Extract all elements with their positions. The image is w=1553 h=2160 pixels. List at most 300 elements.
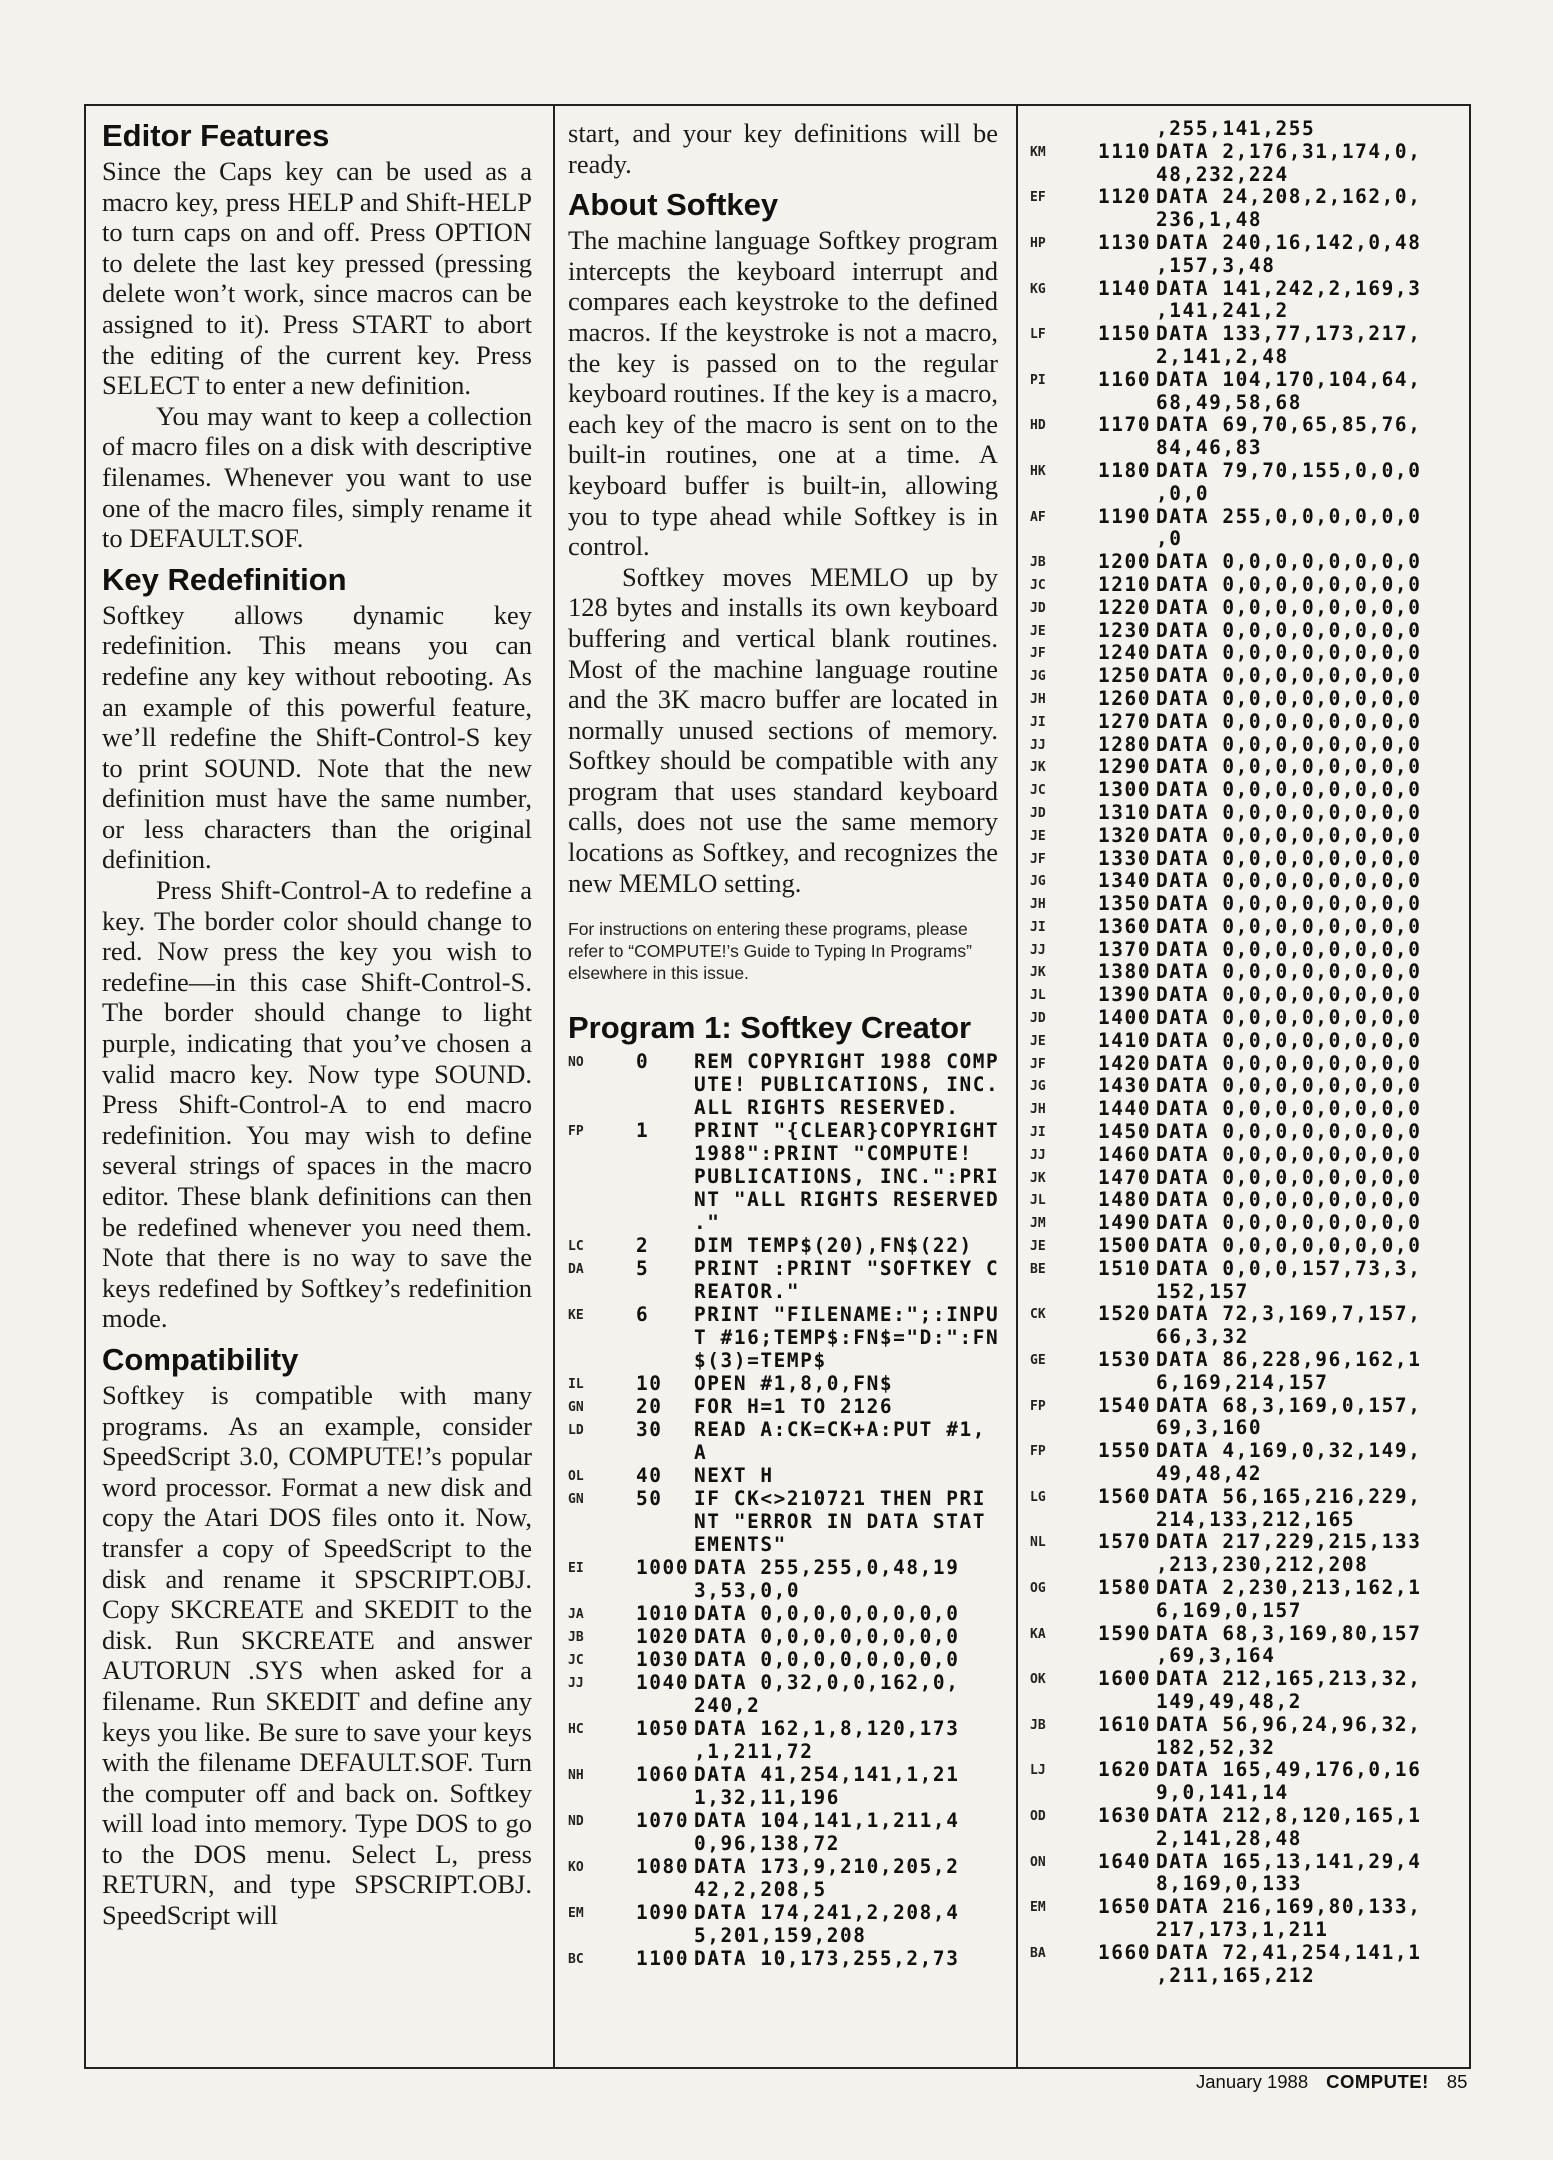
checksum-code: JE [1030, 1033, 1046, 1049]
code-line [1030, 756, 1470, 779]
checksum-code: JF [1030, 1056, 1046, 1072]
checksum-code: GE [1030, 1353, 1046, 1369]
line-number: 1640 [1098, 1849, 1152, 1873]
line-number: 1330 [1098, 846, 1152, 870]
line-number: 1380 [1098, 960, 1152, 984]
code-line [1030, 232, 1470, 278]
code-line [568, 1671, 998, 1717]
line-number: 1660 [1098, 1940, 1152, 1964]
checksum-code: KG [1030, 281, 1046, 297]
code-text: 182,52,32 [1156, 1735, 1276, 1759]
line-number: 1020 [636, 1625, 690, 1649]
column-rule [1016, 106, 1018, 2067]
checksum-code: KO [568, 1860, 584, 1876]
code-text: REM COPYRIGHT 1988 COMP [694, 1050, 1000, 1074]
body-paragraph: Softkey is compatible with many programs. As an example, consider SpeedScript 3.0, COMPUTE!’s popular word processor. Format a new disk and copy the Atari DOS files onto it. Now, transfer a copy of SpeedScript to the disk and rename it SPSCRIPT.OBJ. Copy SKCREATE and SKEDIT to the disk. Run SKCREATE and answer AUTORUN .SYS when asked for a filename. Run SKEDIT and define any keys you like. Be sure to save your keys with the filename DEFAULT.SOF. Turn the computer off and back on. Softkey will load into memory. Type DOS to go to the DOS menu. Select L, press RETURN, and type SPSCRIPT.OBJ. SpeedScript will [102, 1379, 532, 1931]
line-number: 1170 [1098, 413, 1152, 437]
checksum-code: OD [1030, 1808, 1046, 1824]
code-line [568, 1395, 998, 1418]
body-paragraph: Softkey moves MEMLO up by 128 bytes and installs its own keyboard buffering and vertical blank routines. Most of the machine language routine and the 3K macro buffer are located in normally unused sections of memory. Softkey should be compatible with any program that uses standard keyboard calls, does not use the same memory locations as Softkey, and recognizes the new MEMLO setting. [568, 561, 998, 898]
code-text: DATA 165,49,176,0,16 [1156, 1758, 1422, 1782]
line-number: 1080 [636, 1855, 690, 1879]
code-text: DATA 0,0,0,0,0,0,0,0 [1156, 1142, 1422, 1166]
checksum-code: NL [1030, 1535, 1046, 1551]
code-text: NT "ERROR IN DATA STAT [694, 1510, 987, 1534]
code-text: 66,3,32 [1156, 1325, 1249, 1349]
code-text: IF CK<>210721 THEN PRI [694, 1487, 987, 1511]
code-text: 3,53,0,0 [694, 1579, 801, 1603]
body-paragraph: You may want to keep a collection of macro files on a disk with descriptive filenames. Whenever you want to use one of the macro files, simply rename it to DEFAULT.SOF. [102, 400, 532, 554]
code-line [1030, 620, 1470, 643]
line-number: 1570 [1098, 1530, 1152, 1554]
code-text: DATA 133,77,173,217, [1156, 322, 1422, 346]
code-text: 214,133,212,165 [1156, 1507, 1356, 1531]
code-line [1030, 460, 1470, 506]
code-line [1030, 506, 1470, 552]
code-text: DATA 79,70,155,0,0,0 [1156, 458, 1422, 482]
code-line [1030, 734, 1470, 757]
line-number: 1480 [1098, 1188, 1152, 1212]
code-line [1030, 642, 1470, 665]
checksum-code: JK [1030, 1170, 1046, 1186]
checksum-code: JC [1030, 577, 1046, 593]
checksum-code: JJ [1030, 942, 1046, 958]
code-line [1030, 1189, 1470, 1212]
checksum-code: JL [1030, 1193, 1046, 1209]
code-line [1030, 118, 1470, 141]
line-number: 5 [636, 1257, 650, 1281]
line-number: 1650 [1098, 1895, 1152, 1919]
code-text: DATA 0,0,0,0,0,0,0,0 [1156, 914, 1422, 938]
code-text: ,0 [1156, 527, 1183, 551]
code-text: FOR H=1 TO 2126 [694, 1395, 894, 1419]
checksum-code: FP [1030, 1398, 1046, 1414]
code-text: T #16;TEMP$:FN$="D:":FN [694, 1326, 1000, 1350]
line-number: 1560 [1098, 1484, 1152, 1508]
code-line [568, 1648, 998, 1671]
code-line [568, 1855, 998, 1901]
code-line [1030, 1577, 1470, 1623]
line-number: 1430 [1098, 1074, 1152, 1098]
line-number: 1000 [636, 1556, 690, 1580]
code-text: 149,49,48,2 [1156, 1689, 1303, 1713]
code-line [1030, 1440, 1470, 1486]
code-text: DATA 0,0,0,0,0,0,0,0 [1156, 709, 1422, 733]
code-text: DATA 0,0,0,0,0,0,0,0 [1156, 595, 1422, 619]
code-text: 1988":PRINT "COMPUTE! [694, 1142, 973, 1166]
checksum-code: LD [568, 1423, 584, 1439]
checksum-code: JF [1030, 646, 1046, 662]
code-text: 240,2 [694, 1694, 761, 1718]
code-line [1030, 1235, 1470, 1258]
code-line [1030, 1759, 1470, 1805]
code-line [568, 1625, 998, 1648]
page-footer [1196, 2071, 1467, 2093]
line-number: 1590 [1098, 1621, 1152, 1645]
program-listing-part-2 [1030, 118, 1470, 1987]
line-number: 10 [636, 1372, 663, 1396]
code-line [1030, 1007, 1470, 1030]
issue-date: January 1988 [1196, 2071, 1309, 2092]
code-line [568, 1809, 998, 1855]
line-number: 1310 [1098, 800, 1152, 824]
code-text: PRINT "FILENAME:";:INPU [694, 1303, 1000, 1327]
code-text: DATA 0,0,0,0,0,0,0,0 [1156, 892, 1422, 916]
line-number: 1410 [1098, 1028, 1152, 1052]
line-number: 6 [636, 1303, 650, 1327]
code-text: DATA 0,0,0,0,0,0,0,0 [1156, 1028, 1422, 1052]
code-text: DATA 104,141,1,211,4 [694, 1809, 960, 1833]
code-text: DATA 0,0,0,0,0,0,0,0 [1156, 1188, 1422, 1212]
checksum-code: JC [568, 1653, 584, 1669]
code-text: 0,96,138,72 [694, 1832, 841, 1856]
code-text: REATOR." [694, 1280, 801, 1304]
checksum-code: BE [1030, 1261, 1046, 1277]
code-text: DATA 217,229,215,133 [1156, 1530, 1422, 1554]
code-text: DATA 0,0,0,0,0,0,0,0 [1156, 550, 1422, 574]
code-text: PUBLICATIONS, INC.":PRI [694, 1165, 1000, 1189]
line-number: 1120 [1098, 185, 1152, 209]
code-text: $(3)=TEMP$ [694, 1349, 827, 1373]
code-text: DATA 0,0,0,0,0,0,0,0 [1156, 732, 1422, 756]
code-text: 9,0,141,14 [1156, 1781, 1289, 1805]
line-number: 0 [636, 1050, 650, 1074]
typing-instructions-note: For instructions on entering these programs, please refer to “COMPUTE!’s Guide to Typing In Programs” elsewhere in this issue. [568, 919, 972, 984]
code-text: DATA 0,0,0,0,0,0,0,0 [1156, 755, 1422, 779]
article-column-1 [102, 118, 532, 1931]
code-text: ,1,211,72 [694, 1740, 814, 1764]
code-text: DATA 0,0,0,0,0,0,0,0 [1156, 983, 1422, 1007]
code-line [568, 1602, 998, 1625]
code-text: DATA 0,32,0,0,162,0, [694, 1671, 960, 1695]
code-text: 68,49,58,68 [1156, 390, 1303, 414]
code-text: DIM TEMP$(20),FN$(22) [694, 1234, 973, 1258]
code-text: DATA 0,0,0,0,0,0,0,0 [1156, 618, 1422, 642]
line-number: 1060 [636, 1763, 690, 1787]
section-heading: Compatibility [102, 1341, 299, 1377]
checksum-code: JJ [568, 1676, 584, 1692]
line-number: 1100 [636, 1947, 690, 1971]
checksum-code: JH [1030, 897, 1046, 913]
code-line [1030, 802, 1470, 825]
line-number: 1350 [1098, 892, 1152, 916]
code-line [1030, 1075, 1470, 1098]
code-text: DATA 141,242,2,169,3 [1156, 276, 1422, 300]
line-number: 1550 [1098, 1439, 1152, 1463]
checksum-code: HK [1030, 463, 1046, 479]
code-text: 2,141,28,48 [1156, 1826, 1303, 1850]
line-number: 1290 [1098, 755, 1152, 779]
code-line [1030, 939, 1470, 962]
code-line [1030, 961, 1470, 984]
line-number: 1 [636, 1119, 650, 1143]
code-text: DATA 255,255,0,48,19 [694, 1556, 960, 1580]
code-text: DATA 162,1,8,120,173 [694, 1717, 960, 1741]
code-line [1030, 711, 1470, 734]
checksum-code: JE [1030, 828, 1046, 844]
code-text: DATA 0,0,0,0,0,0,0,0 [1156, 664, 1422, 688]
line-number: 1370 [1098, 937, 1152, 961]
code-line [1030, 1053, 1470, 1076]
checksum-code: IL [568, 1377, 584, 1393]
checksum-code: JI [1030, 1125, 1046, 1141]
code-line [1030, 1896, 1470, 1942]
checksum-code: JM [1030, 1216, 1046, 1232]
checksum-code: JG [1030, 669, 1046, 685]
code-line [1030, 1942, 1470, 1988]
checksum-code: LC [568, 1239, 584, 1255]
code-text: DATA 56,96,24,96,32, [1156, 1712, 1422, 1736]
code-text: DATA 0,0,0,0,0,0,0,0 [1156, 960, 1422, 984]
code-text: DATA 0,0,0,0,0,0,0,0 [694, 1602, 960, 1626]
code-line [568, 1947, 998, 1970]
code-text: READ A:CK=CK+A:PUT #1, [694, 1418, 987, 1442]
code-text: NEXT H [694, 1464, 774, 1488]
code-text: ,0,0 [1156, 481, 1210, 505]
line-number: 1320 [1098, 823, 1152, 847]
line-number: 1110 [1098, 139, 1152, 163]
code-line [568, 1303, 998, 1372]
code-text: 236,1,48 [1156, 208, 1263, 232]
checksum-code: ON [1030, 1854, 1046, 1870]
code-line [1030, 779, 1470, 802]
checksum-code: JK [1030, 965, 1046, 981]
checksum-code: LG [1030, 1489, 1046, 1505]
checksum-code: GN [568, 1492, 584, 1508]
code-line [1030, 916, 1470, 939]
line-number: 1610 [1098, 1712, 1152, 1736]
code-text: DATA 0,0,0,0,0,0,0,0 [1156, 937, 1422, 961]
line-number: 1160 [1098, 367, 1152, 391]
line-number: 1140 [1098, 276, 1152, 300]
code-line [1030, 1144, 1470, 1167]
code-text: 2,141,2,48 [1156, 344, 1289, 368]
body-paragraph: start, and your key definitions will be ready. [568, 118, 998, 179]
checksum-code: JB [1030, 1717, 1046, 1733]
body-paragraph: The machine language Softkey program intercepts the keyboard interrupt and compares each keystroke to the defined macros. If the keystroke is not a macro, the key is passed on to the regular keyboard routines. If the key is a macro, each key of the macro is sent on to the built-in routines, one at a time. A keyboard buffer is built-in, allowing you to type ahead while Softkey is in control. [568, 225, 998, 562]
line-number: 50 [636, 1487, 663, 1511]
code-text: ,141,241,2 [1156, 299, 1289, 323]
code-line [1030, 278, 1470, 324]
code-text: 6,169,214,157 [1156, 1370, 1329, 1394]
code-text: DATA 240,16,142,0,48 [1156, 230, 1422, 254]
code-line [1030, 1531, 1470, 1577]
code-text: 1,32,11,196 [694, 1786, 841, 1810]
code-line [1030, 1668, 1470, 1714]
code-text: 217,173,1,211 [1156, 1917, 1329, 1941]
line-number: 40 [636, 1464, 663, 1488]
line-number: 1520 [1098, 1302, 1152, 1326]
line-number: 1220 [1098, 595, 1152, 619]
code-line [1030, 369, 1470, 415]
code-line [568, 1050, 998, 1119]
code-text: 69,3,160 [1156, 1416, 1263, 1440]
checksum-code: NO [568, 1055, 584, 1071]
code-line [1030, 1098, 1470, 1121]
line-number: 1470 [1098, 1165, 1152, 1189]
code-line [1030, 870, 1470, 893]
code-line [568, 1556, 998, 1602]
code-text: ,211,165,212 [1156, 1963, 1316, 1987]
code-line [1030, 414, 1470, 460]
code-text: DATA 86,228,96,162,1 [1156, 1348, 1422, 1372]
line-number: 1040 [636, 1671, 690, 1695]
code-text: 49,48,42 [1156, 1462, 1263, 1486]
code-line [1030, 1395, 1470, 1441]
line-number: 1240 [1098, 641, 1152, 665]
code-text: UTE! PUBLICATIONS, INC. [694, 1073, 1000, 1097]
code-text: DATA 0,0,0,0,0,0,0,0 [1156, 686, 1422, 710]
line-number: 1190 [1098, 504, 1152, 528]
checksum-code: JD [1030, 600, 1046, 616]
code-line [568, 1234, 998, 1257]
checksum-code: PI [1030, 372, 1046, 388]
line-number: 2 [636, 1234, 650, 1258]
line-number: 1130 [1098, 230, 1152, 254]
checksum-code: EM [568, 1906, 584, 1922]
code-line [1030, 1486, 1470, 1532]
checksum-code: FP [1030, 1444, 1046, 1460]
line-number: 1090 [636, 1901, 690, 1925]
checksum-code: JH [1030, 1102, 1046, 1118]
code-text: DATA 0,0,0,0,0,0,0,0 [1156, 778, 1422, 802]
checksum-code: HD [1030, 418, 1046, 434]
checksum-code: JK [1030, 760, 1046, 776]
checksum-code: JI [1030, 714, 1046, 730]
code-text: DATA 0,0,0,0,0,0,0,0 [1156, 1074, 1422, 1098]
code-text: DATA 0,0,0,0,0,0,0,0 [1156, 1097, 1422, 1121]
code-text: DATA 72,41,254,141,1 [1156, 1940, 1422, 1964]
line-number: 20 [636, 1395, 663, 1419]
code-line [1030, 665, 1470, 688]
code-line [568, 1257, 998, 1303]
line-number: 1180 [1098, 458, 1152, 482]
code-text: DATA 216,169,80,133, [1156, 1895, 1422, 1919]
checksum-code: AF [1030, 509, 1046, 525]
line-number: 1530 [1098, 1348, 1152, 1372]
checksum-code: JB [568, 1630, 584, 1646]
code-text: DATA 10,173,255,2,73 [694, 1947, 960, 1971]
code-text: DATA 68,3,169,0,157, [1156, 1393, 1422, 1417]
checksum-code: CK [1030, 1307, 1046, 1323]
checksum-code: HP [1030, 235, 1046, 251]
checksum-code: JG [1030, 874, 1046, 890]
code-line [1030, 597, 1470, 620]
code-text: DATA 69,70,65,85,76, [1156, 413, 1422, 437]
checksum-code: NH [568, 1768, 584, 1784]
code-text: DATA 174,241,2,208,4 [694, 1901, 960, 1925]
code-line [1030, 1303, 1470, 1349]
line-number: 1600 [1098, 1667, 1152, 1691]
code-text: A [694, 1441, 708, 1465]
code-text: DATA 0,0,0,0,0,0,0,0 [1156, 641, 1422, 665]
line-number: 1420 [1098, 1051, 1152, 1075]
checksum-code: JG [1030, 1079, 1046, 1095]
code-text: DATA 0,0,0,157,73,3, [1156, 1256, 1422, 1280]
code-line [568, 1464, 998, 1487]
code-line [1030, 825, 1470, 848]
checksum-code: HC [568, 1722, 584, 1738]
line-number: 1400 [1098, 1006, 1152, 1030]
checksum-code: JD [1030, 1011, 1046, 1027]
code-line [1030, 1714, 1470, 1760]
line-number: 1200 [1098, 550, 1152, 574]
line-number: 1440 [1098, 1097, 1152, 1121]
line-number: 1300 [1098, 778, 1152, 802]
code-line [1030, 1212, 1470, 1235]
checksum-code: EM [1030, 1900, 1046, 1916]
code-line [1030, 1121, 1470, 1144]
page-number: 85 [1446, 2071, 1468, 2092]
line-number: 1510 [1098, 1256, 1152, 1280]
checksum-code: KE [568, 1308, 584, 1324]
checksum-code: KM [1030, 144, 1046, 160]
code-line [1030, 688, 1470, 711]
code-line [1030, 984, 1470, 1007]
checksum-code: JE [1030, 623, 1046, 639]
line-number: 1630 [1098, 1803, 1152, 1827]
code-line [1030, 1349, 1470, 1395]
code-line [568, 1418, 998, 1464]
code-text: DATA 0,0,0,0,0,0,0,0 [1156, 869, 1422, 893]
code-line [1030, 1167, 1470, 1190]
code-text: DATA 0,0,0,0,0,0,0,0 [1156, 1234, 1422, 1258]
code-text: ,213,230,212,208 [1156, 1553, 1369, 1577]
code-text: DATA 0,0,0,0,0,0,0,0 [1156, 823, 1422, 847]
code-line [568, 1901, 998, 1947]
line-number: 1050 [636, 1717, 690, 1741]
checksum-code: JI [1030, 919, 1046, 935]
section-heading: Program 1: Softkey Creator [568, 1010, 972, 1046]
code-text: DATA 212,8,120,165,1 [1156, 1803, 1422, 1827]
line-number: 1270 [1098, 709, 1152, 733]
column-rule [553, 106, 555, 2067]
checksum-code: OG [1030, 1581, 1046, 1596]
code-text: 5,201,159,208 [694, 1924, 867, 1948]
code-line [1030, 141, 1470, 187]
line-number: 1280 [1098, 732, 1152, 756]
code-text: ,69,3,164 [1156, 1644, 1276, 1668]
code-text: DATA 24,208,2,162,0, [1156, 185, 1422, 209]
code-text: ." [694, 1211, 721, 1235]
code-text: DATA 212,165,213,32, [1156, 1667, 1422, 1691]
code-text: OPEN #1,8,0,FN$ [694, 1372, 894, 1396]
code-text: NT "ALL RIGHTS RESERVED [694, 1188, 1000, 1212]
code-text: DATA 56,165,216,229, [1156, 1484, 1422, 1508]
checksum-code: JB [1030, 555, 1046, 571]
code-line [568, 1487, 998, 1556]
code-line [1030, 1030, 1470, 1053]
checksum-code: GN [568, 1400, 584, 1416]
code-text: 42,2,208,5 [694, 1878, 827, 1902]
checksum-code: EI [568, 1561, 584, 1577]
code-text: DATA 72,3,169,7,157, [1156, 1302, 1422, 1326]
body-paragraph: Press Shift-Control-A to redefine a key. The border color should change to red. Now press the key you wish to redefine—in this case Shift-Control-S. The border should change to light purple, indicating that you’ve chosen a valid macro key. Now type SOUND. Press Shift-Control-A to end macro redefinition. You may wish to define several strings of spaces in the macro editor. These blank definitions can then be redefined whenever you need them. Note that there is no way to save the keys redefined by Softkey’s redefinition mode. [102, 875, 532, 1334]
line-number: 1360 [1098, 914, 1152, 938]
line-number: 1030 [636, 1648, 690, 1672]
line-number: 1250 [1098, 664, 1152, 688]
code-text: PRINT "{CLEAR}COPYRIGHT [694, 1119, 1000, 1143]
checksum-code: JF [1030, 851, 1046, 867]
code-text: DATA 0,0,0,0,0,0,0,0 [1156, 1051, 1422, 1075]
body-paragraph: Softkey allows dynamic key redefinition. This means you can redefine any key without rebooting. As an example of this powerful feature, we’ll redefine the Shift-Control-S key to print SOUND. Note that the new definition must have the same number, or less characters than the original definition. [102, 599, 532, 875]
code-text: DATA 0,0,0,0,0,0,0,0 [1156, 800, 1422, 824]
section-heading: About Softkey [568, 187, 779, 223]
code-text: DATA 173,9,210,205,2 [694, 1855, 960, 1879]
checksum-code: LJ [1030, 1763, 1046, 1779]
line-number: 1390 [1098, 983, 1152, 1007]
code-text: ,157,3,48 [1156, 253, 1276, 277]
